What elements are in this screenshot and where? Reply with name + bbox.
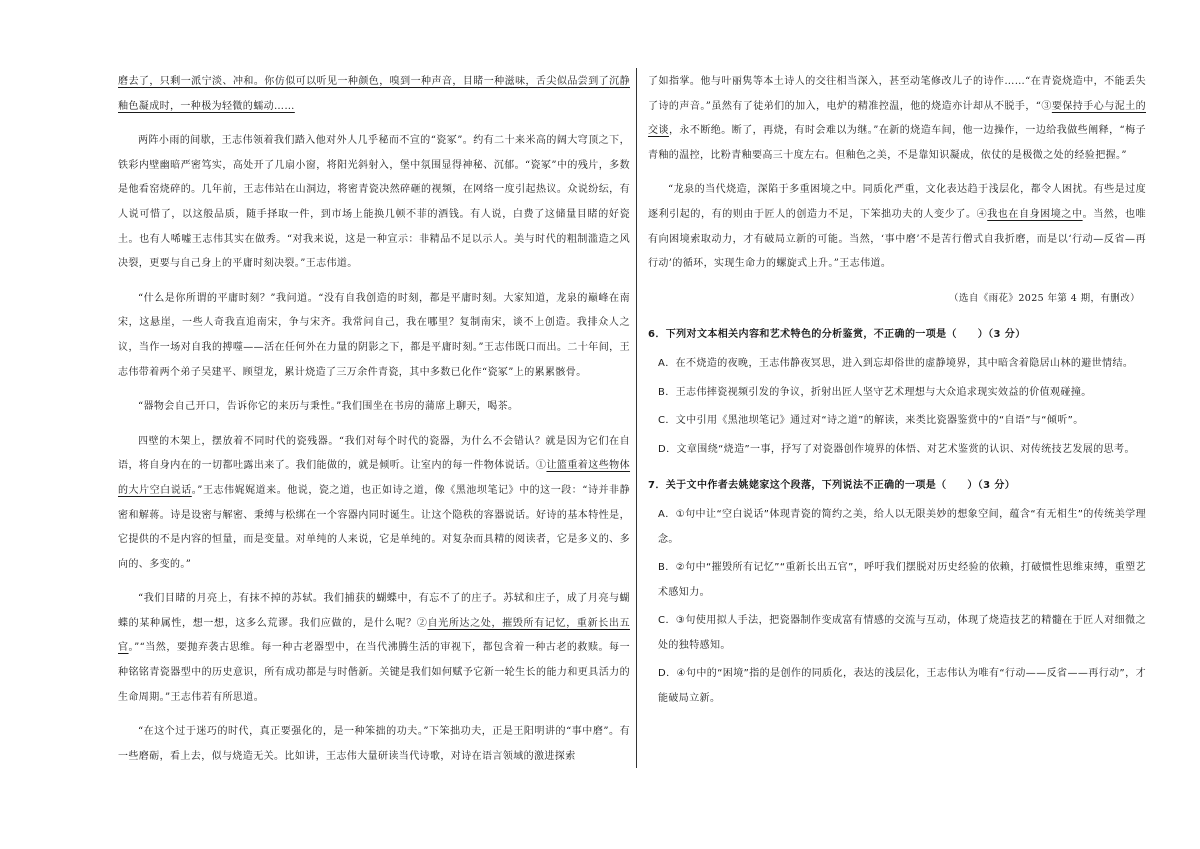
- text-span: 。”“当然，要抛弃袭古思维。每一种古老器型中，在当代沸腾生活的审视下，都包含着一种古老的救赎。每一种铭铭青瓷器型中的历史意识，所有成功都是与时偕新。关键是我们如何赋予它新一轮生长的能力和更具活力的生命周期。”王志伟若有所思道。: [118, 642, 630, 703]
- question-6-option-c[interactable]: C．文中引用《黑池坝笔记》通过对“诗之道”的解读，来类比瓷器鉴赏中的“自语”与“倾听”。: [658, 415, 1084, 427]
- paragraph: [648, 178, 1146, 276]
- question-7-option-c[interactable]: C．③句使用拟人手法，把瓷器制作变成富有情感的交流与互动，体现了烧造技艺的精髓在于匠人对细微之处的独特感知。: [658, 615, 1146, 651]
- underlined-sentence-4: 我也在自身困境之中: [987, 208, 1083, 220]
- question-6-option-d[interactable]: D．文章围绕“烧造”一事，抒写了对瓷器创作境界的体悟、对艺术鉴赏的认识、对传统技艺发展的思考。: [658, 443, 1135, 455]
- underlined-sentence-1: 让篮重着这些物体的大片空白说话: [118, 460, 631, 496]
- text-span: 了如指掌。他与叶丽隽等本土诗人的交往相当深入，甚至动笔修改儿子的诗作……“在青瓷烧造中，不能丢失了诗的声音。”虽然有了徒弟们的加入，电炉的精准控温，他的烧造亦计却从不脱手，“③: [648, 76, 1146, 112]
- paragraph: [118, 430, 630, 578]
- paragraph: “什么是你所谓的平庸时刻？”我问道。“没有自我创造的时刻，都是平庸时刻。大家知道，龙泉的巅峰在南宋，这悬崖，一些人奇我直追南宋，争与宋齐。我常问自己，我在哪里？复制南宋，谈不上创造。我排众人之议，当作一场对自我的搏噬——活在任何外在力量的阴影之下，都是平庸时刻。”王志伟既口而出。二十年间，王志伟带着两个弟子吴建平、顾望龙，累计烧造了三万余件青瓷，其中多数已化作“瓷冢”上的累累骸骨。: [118, 292, 630, 378]
- underlined-text: 沉静釉色凝成时，一种极为轻微的蠕动……: [118, 76, 630, 112]
- text-span: 四壁的木架上，摆放着不同时代的瓷残器。“我们对每个时代的瓷器，为什么不会错认？就是因为它们在自语，将自身内在的一切都吐露出来了。我们能做的，就是倾听。让室内的每一件物体说话。①: [118, 435, 630, 472]
- underlined-sentence-2: 自光所达之处，摧毁所有记忆，重新长出五官: [118, 617, 630, 654]
- paragraph: [118, 587, 630, 710]
- paragraph: [648, 70, 1146, 168]
- question-6-option-a[interactable]: A．在不烧造的夜晚，王志伟静夜冥思，进入到忘却俗世的虚静境界，其中暗含着隐居山林的避世情结。: [658, 357, 1134, 369]
- question-7-option-a[interactable]: A．①句中让“空白说话”体现青瓷的简约之美，给人以无限美妙的想象空间，蕴含“有无相生”的传统美学理念。: [658, 508, 1146, 545]
- paragraph: “器物会自己开口，告诉你它的来历与秉性。”我们围坐在书房的蒲席上聊天，喝茶。: [138, 401, 519, 413]
- text-span: 。”王志伟娓娓道来。他说，瓷之道，也正如诗之道，像《黑池坝笔记》中的这一段：“诗并非静密和解蒋。诗是设密与解密、秉缚与松绑在一个容器内同时诞生。让这个隐秩的容器说话。好诗的基本特性是，它提供的不是内容的恒量，而是变量。对单纯的人来说，它是单纯的。对复杂而具精的阅读者，它是多义的、多向的、多变的。”: [118, 484, 630, 570]
- text-span: ，永不断绝。断了，再烧，有时会难以为继。”在新的烧造车间，他一边操作，一边给我做些阐释，“梅子青釉的温控，比粉青釉要高三十度左右。但釉色之美，不是靠知识凝成，依仗的是极微之处的经验把握。”: [648, 125, 1146, 161]
- underlined-sentence-3: 要保持手心与泥土的交谈: [648, 100, 1146, 137]
- right-column: [648, 70, 1146, 712]
- question-7-stem: 7．关于文中作者去姚姥家这个段落，下列说法不正确的一项是（ ）（3 分）: [648, 480, 1016, 492]
- source-citation: （选自《雨花》2025 年第 4 期，有删改）: [949, 292, 1140, 304]
- question-7-option-d[interactable]: D．④句中的“困境”指的是创作的同质化，表达的浅层化，王志伟认为唯有“行动——反省——再行动”，才能破局立新。: [658, 668, 1146, 705]
- paragraph: [118, 70, 630, 119]
- question-6-stem: 6．下列对文本相关内容和艺术特色的分析鉴赏，不正确的一项是（ ）（3 分）: [648, 329, 1026, 341]
- question-7-option-b[interactable]: B．②句中“摧毁所有记忆”“重新长出五官”，呼吁我们摆脱对历史经验的依赖，打破惯性思维束缚，重塑艺术感知力。: [658, 562, 1146, 598]
- text-span: “龙泉的当代烧造，深陷于多重困境之中。同质化严重，文化表达趋于浅层化，都令人困扰。有些是过度逐利引起的，有的则由于匠人的创造力不足，下笨拙功夫的人变少了。④: [648, 184, 1146, 220]
- text-span: 。当然，也唯有向困境索取动力，才有破局立新的可能。当然，‘事中磨’不是苦行僧式自我折磨，而是以‘行动—反省—再行动’的循环，实现生命力的螺旋式上升。”王志伟道。: [648, 208, 1146, 270]
- text-span: “我们目睹的月亮上，有抹不掉的苏轼。我们捕获的蝴蝶中，有忘不了的庄子。苏轼和庄子，成了月亮与蝴蝶的某种属性，想一想，这多么荒谬。我们应做的，是什么呢？②: [118, 593, 630, 629]
- paragraph: 两阵小雨的间歇，王志伟领着我们踏入他对外人几乎秘而不宣的“瓷冢”。约有二十来米高的阔大穹顶之下，铁彩内壁幽暗严密笃实，高处开了几扇小窗，将阳光斜射入，堡中氛围显得神秘、沉郁。“瓷冢”中的残片，多数是他看窑烧碎的。几年前，王志伟站在山洞边，将密青瓷决然碎砸的视频，在网络一度引起热议。众说纷纭，有人说可惜了，以这般品质，随手择取一件，到市场上能换几顿不菲的酒钱。有人说，白费了这储量目睹的好瓷土。也有人唏嘘王志伟其实在做秀。“对我来说，这是一种宣示：非精品不足以示人。美与时代的粗制滥造之风决裂，更要与自己身上的平庸时刻决裂。”王志伟道。: [118, 135, 630, 270]
- underlined-text: 磨去了，只剩一派宁淡、冲和。你仿似可以听见一种颜色，嗅到一种声音，目睹一种滋味，舌尖似品尝到了: [118, 76, 610, 87]
- question-6-option-b[interactable]: B．王志伟摔瓷视频引发的争议，折射出匠人坚守艺术理想与大众追求现实效益的价值观碰撞。: [658, 386, 1092, 398]
- left-column: [118, 70, 630, 769]
- column-divider: [636, 68, 637, 768]
- paragraph: “在这个过于迷巧的时代，真正要强化的，是一种笨拙的功夫。”下笨拙功夫，正是王阳明讲的“事中磨”。有一些磨砺，看上去，似与烧造无关。比如讲，王志伟大量研读当代诗歌，对诗在语言领域的激进探索: [118, 726, 630, 762]
